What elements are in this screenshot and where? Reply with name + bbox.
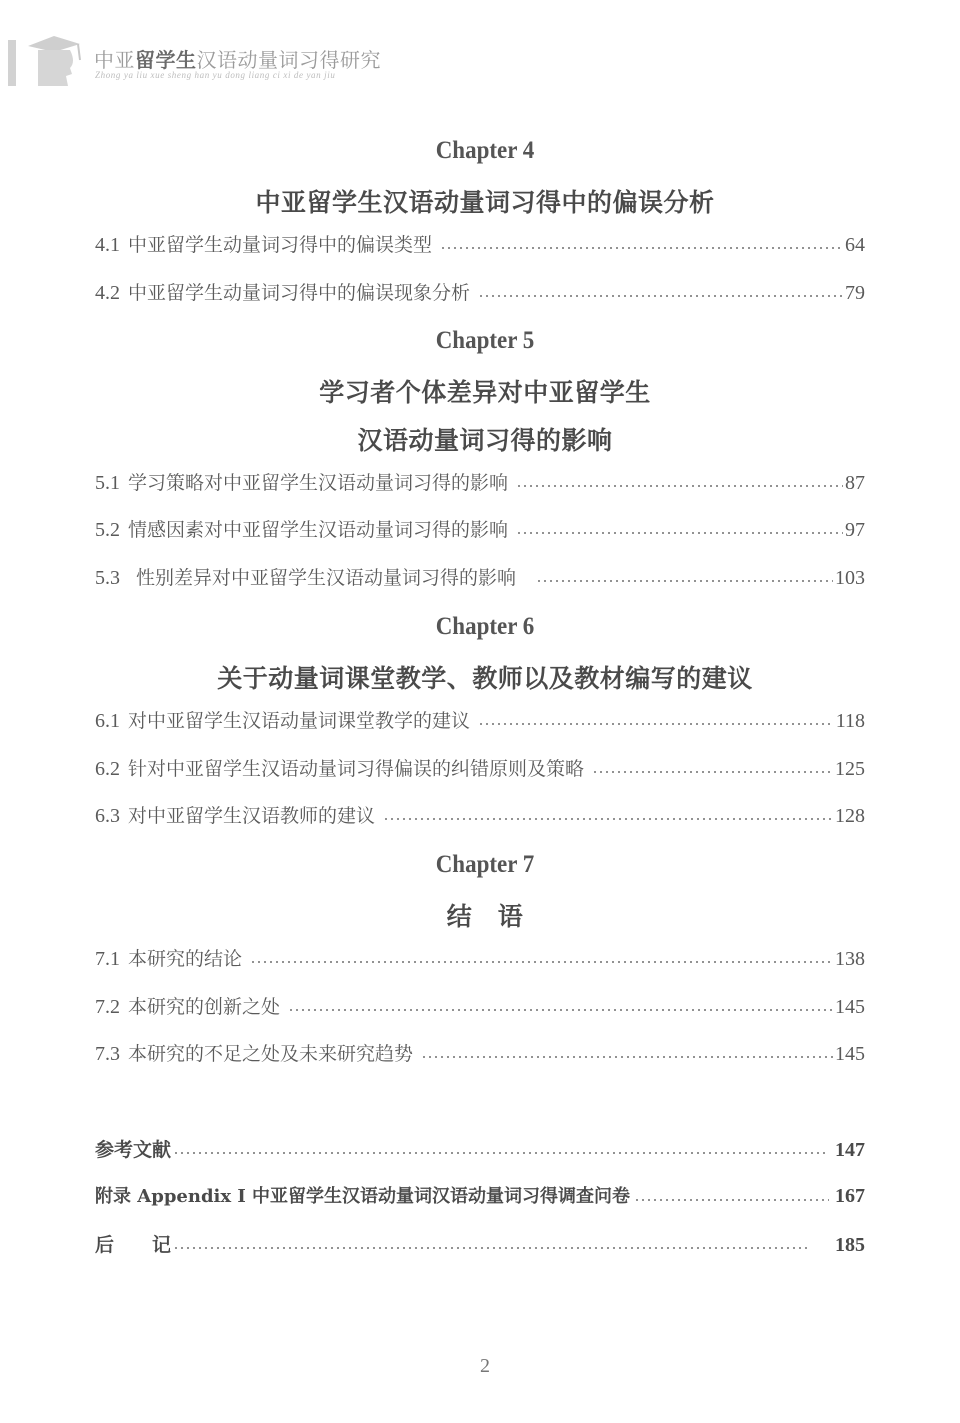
section-number: 7.3: [95, 1043, 120, 1065]
header-bar-decoration: [8, 40, 16, 86]
dot-leader: [634, 1199, 829, 1201]
chapter-title: 学习者个体差异对中亚留学生: [319, 378, 651, 407]
chapter-title: 关于动量词课堂教学、教师以及教材编写的建议: [217, 664, 753, 693]
page-ref: 79: [845, 282, 865, 304]
toc-entry-references[interactable]: [95, 1135, 865, 1165]
dot-leader: [536, 580, 833, 582]
toc-entry[interactable]: [95, 468, 865, 498]
entry-title: 附录 Appendix I 中亚留学生汉语动量词汉语动量词习得调查问卷: [95, 1186, 631, 1207]
section-number: 5.1: [95, 472, 120, 494]
page-ref: 103: [835, 567, 865, 589]
section-title: 中亚留学生动量词习得中的偏误现象分析: [128, 282, 471, 304]
page-number: 2: [480, 1355, 490, 1377]
toc-entry[interactable]: [95, 754, 865, 784]
dot-leader: [383, 818, 833, 820]
chapter-label: Chapter 5: [435, 327, 535, 354]
chapter-title: 中亚留学生汉语动量词习得中的偏误分析: [255, 188, 715, 217]
section-number: 6.2: [95, 758, 120, 780]
page-ref: 118: [835, 710, 865, 732]
toc-entry[interactable]: [95, 515, 865, 545]
dot-leader: [516, 485, 843, 487]
page-ref: 185: [835, 1234, 865, 1256]
chapter-label: Chapter 4: [435, 137, 535, 164]
page-ref: 147: [835, 1139, 865, 1161]
page-ref: 145: [835, 1043, 865, 1065]
toc-entry[interactable]: [95, 563, 865, 593]
dot-leader: [288, 1009, 833, 1011]
header-title-prefix: 中亚: [94, 48, 135, 72]
section-title: 本研究的结论: [128, 948, 243, 970]
header-title-bold: 留学生: [135, 48, 197, 72]
section-title: 性别差异对中亚留学生汉语动量词习得的影响: [136, 567, 517, 589]
section-title: 针对中亚留学生汉语动量词习得偏误的纠错原则及策略: [128, 758, 585, 780]
section-title: 中亚留学生动量词习得中的偏误类型: [128, 234, 433, 256]
section-title: 本研究的不足之处及未来研究趋势: [128, 1043, 414, 1065]
section-number: 6.1: [95, 710, 120, 732]
dot-leader: [440, 247, 843, 249]
toc-entry[interactable]: [95, 230, 865, 260]
toc-entry[interactable]: [95, 801, 865, 831]
page-ref: 87: [845, 472, 865, 494]
running-header: [0, 28, 420, 98]
dot-leader: [421, 1056, 833, 1058]
dot-leader: [478, 295, 843, 297]
section-number: 4.2: [95, 282, 120, 304]
toc-entry[interactable]: [95, 278, 865, 308]
dot-leader: [516, 532, 843, 534]
header-title-suffix: 汉语动量词习得研究: [196, 48, 381, 72]
page-ref: 138: [835, 948, 865, 970]
toc-entry[interactable]: [95, 944, 865, 974]
entry-title: 后 记: [95, 1234, 172, 1256]
section-number: 6.3: [95, 805, 120, 827]
toc-entry[interactable]: [95, 706, 865, 736]
section-number: 7.1: [95, 948, 120, 970]
section-title: 本研究的创新之处: [128, 996, 281, 1018]
section-title: 学习策略对中亚留学生汉语动量词习得的影响: [128, 472, 509, 494]
graduate-head-icon: [24, 34, 84, 88]
section-title: 对中亚留学生汉语动量词课堂教学的建议: [128, 710, 471, 732]
dot-leader: [592, 771, 833, 773]
header-pinyin: Zhong ya liu xue sheng han yu dong liang ci xi de yan jiu: [95, 70, 336, 80]
chapter-title-line2: 汉语动量词习得的影响: [357, 426, 613, 455]
toc-entry[interactable]: [95, 1039, 865, 1069]
header-title: [94, 44, 381, 73]
section-number: 4.1: [95, 234, 120, 256]
page-ref: 64: [845, 234, 865, 256]
entry-title: 参考文献: [95, 1139, 172, 1161]
section-number: 5.2: [95, 519, 120, 541]
dot-leader: [250, 961, 833, 963]
section-title: 对中亚留学生汉语教师的建议: [128, 805, 376, 827]
page-ref: 97: [845, 519, 865, 541]
dot-leader: [173, 1247, 811, 1249]
chapter-label: Chapter 6: [435, 613, 535, 640]
dot-leader: [478, 723, 834, 725]
dot-leader: [173, 1152, 829, 1154]
section-title: 情感因素对中亚留学生汉语动量词习得的影响: [128, 519, 509, 541]
toc-entry-appendix[interactable]: [95, 1182, 865, 1212]
toc-entry[interactable]: [95, 992, 865, 1022]
page-ref: 128: [835, 805, 865, 827]
page-ref: 125: [835, 758, 865, 780]
page-ref: 145: [835, 996, 865, 1018]
section-number: 5.3: [95, 567, 120, 589]
chapter-label: Chapter 7: [435, 851, 535, 878]
page-ref: 167: [835, 1185, 865, 1207]
toc-entry-postscript[interactable]: [95, 1230, 865, 1260]
section-number: 7.2: [95, 996, 120, 1018]
chapter-title: 结 语: [446, 902, 524, 931]
